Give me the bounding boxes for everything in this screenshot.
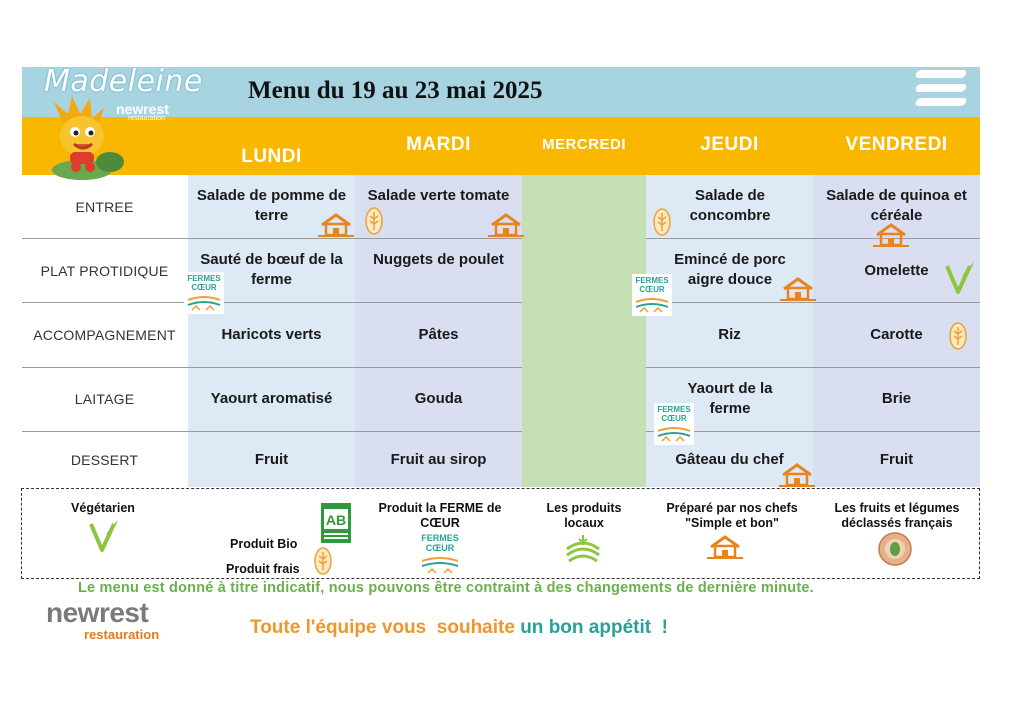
cell-vendredi-laitage: Brie	[881, 390, 912, 407]
row-label-plat: PLAT PROTIDIQUE	[40, 263, 169, 279]
cell-jeudi-plat: Emincé de porc aigre douce	[674, 251, 786, 288]
closing-message-part2: un bon appétit !	[520, 617, 668, 638]
house-icon	[873, 222, 909, 248]
brand-company-sub: restauration	[128, 115, 165, 122]
bio-label: AB	[325, 512, 347, 528]
row-divider	[646, 367, 980, 368]
closing-message-part1: Toute l'équipe vous souhaite	[250, 617, 521, 638]
ferme-coeur: CŒUR	[639, 285, 665, 294]
ferme-title: FERMES	[421, 533, 459, 543]
legend-vegetarien: Végétarien	[71, 501, 135, 515]
local-products-icon	[565, 533, 601, 565]
legend-frais: Produit frais	[226, 562, 300, 576]
brand-name: Madeleine	[44, 64, 203, 99]
legend-locaux: Les produits locaux	[546, 501, 622, 530]
legend-bio: Produit Bio	[230, 537, 298, 551]
house-icon	[488, 212, 524, 238]
day-lundi: LUNDI	[241, 146, 302, 167]
ferme-title: FERMES	[187, 274, 221, 283]
declassed-produce-badge-icon	[878, 532, 912, 566]
cell-mardi-accompagnement: Pâtes	[418, 326, 459, 343]
newrest-logo: newrest	[46, 597, 149, 628]
cell-vendredi-entree: Salade de quinoa et céréale	[826, 187, 967, 224]
fermes-de-coeur-logo	[654, 403, 694, 445]
cell-jeudi-dessert: Gâteau du chef	[675, 451, 784, 468]
house-icon	[707, 534, 743, 560]
legend-chefs: Préparé par nos chefs "Simple et bon"	[666, 501, 798, 530]
cell-mardi-dessert: Fruit au sirop	[390, 451, 487, 468]
house-icon	[779, 462, 815, 488]
cell-mardi-laitage: Gouda	[414, 390, 463, 407]
cell-mardi-plat: Nuggets de poulet	[373, 251, 504, 268]
day-mercredi: MERCREDI	[541, 136, 626, 153]
row-label-dessert: DESSERT	[70, 452, 139, 468]
menu-title: Menu du 19 au 23 mai 2025	[248, 77, 543, 104]
cell-mardi-entree: Salade verte tomate	[367, 187, 510, 204]
cell-lundi-plat: Sauté de bœuf de la ferme	[200, 251, 343, 288]
bio-ab-logo	[321, 503, 351, 543]
row-divider	[22, 302, 522, 303]
cell-jeudi-laitage: Yaourt de la ferme	[687, 380, 773, 417]
row-divider	[646, 238, 980, 239]
row-label-laitage: LAITAGE	[74, 391, 135, 407]
house-icon	[318, 212, 354, 238]
legend-ferme: Produit la FERME de CŒUR	[378, 501, 502, 530]
row-divider	[646, 431, 980, 432]
ferme-title: FERMES	[657, 405, 691, 414]
row-divider	[22, 431, 522, 432]
newrest-stripes-logo	[916, 70, 966, 114]
vegetarian-icon	[88, 518, 120, 554]
vegetarian-icon	[944, 260, 976, 296]
fresh-product-icon	[365, 207, 383, 235]
cell-vendredi-dessert: Fruit	[879, 451, 914, 468]
day-jeudi: JEUDI	[700, 134, 759, 155]
fermes-de-coeur-logo	[418, 532, 462, 576]
row-divider	[22, 238, 522, 239]
closing-message	[250, 617, 668, 639]
mascot-illustration	[40, 92, 130, 184]
day-vendredi: VENDREDI	[845, 134, 948, 155]
cell-jeudi-accompagnement: Riz	[718, 326, 741, 343]
day-mardi: MARDI	[406, 134, 471, 155]
ferme-coeur: CŒUR	[661, 414, 687, 423]
cell-lundi-laitage: Yaourt aromatisé	[210, 390, 333, 407]
brand-company: newrest	[116, 101, 169, 117]
cell-lundi-dessert: Fruit	[254, 451, 289, 468]
house-icon	[780, 276, 816, 302]
ferme-coeur: CŒUR	[425, 543, 455, 553]
row-divider	[646, 302, 980, 303]
fermes-de-coeur-logo	[184, 272, 224, 314]
fresh-product-icon	[949, 322, 967, 350]
cell-jeudi-entree: Salade de concombre	[689, 187, 771, 224]
newrest-logo-sub: restauration	[84, 627, 160, 642]
cell-lundi-accompagnement: Haricots verts	[221, 326, 322, 343]
fermes-de-coeur-logo	[632, 274, 672, 316]
row-divider	[22, 367, 522, 368]
cell-vendredi-plat: Omelette	[864, 262, 929, 279]
footer-note: Le menu est donné à titre indicatif, nous pouvons être contraint à des changements de dernière minute.	[78, 580, 814, 596]
cell-vendredi-accompagnement: Carotte	[870, 326, 923, 343]
fresh-product-icon	[314, 547, 332, 575]
ferme-title: FERMES	[635, 276, 669, 285]
row-label-accompagnement: ACCOMPAGNEMENT	[33, 327, 176, 343]
row-label-entree: ENTREE	[75, 199, 134, 215]
cell-lundi-entree: Salade de pomme de terre	[196, 187, 347, 224]
column-mercredi	[522, 175, 646, 487]
fresh-product-icon	[653, 208, 671, 236]
ferme-coeur: CŒUR	[191, 283, 217, 292]
legend-declasses: Les fruits et légumes déclassés français	[834, 501, 960, 530]
